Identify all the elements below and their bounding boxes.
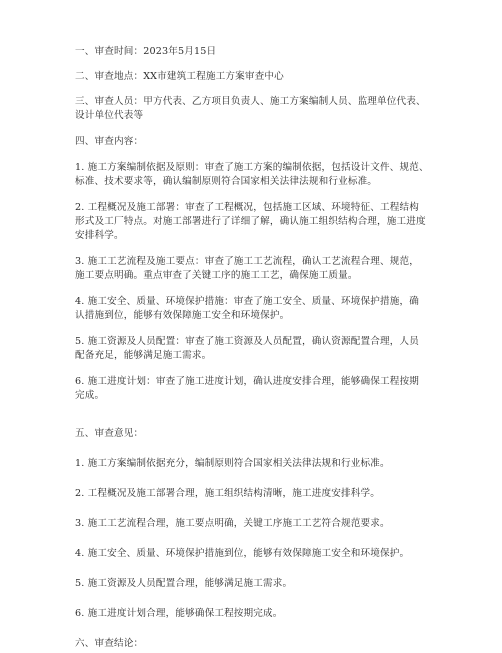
content-item-3-line: 施工要点明确。重点审查了关键工序的施工工艺，确保施工质量。	[75, 270, 358, 281]
content-item-2-line: 安排科学。	[75, 230, 124, 241]
section-heading-review-opinions: 五、审查意见：	[75, 428, 144, 439]
section-heading-review-content: 四、审查内容：	[75, 136, 144, 147]
opinion-item-5: 5. 施工资源及人员配置合理，能够满足施工需求。	[75, 578, 293, 589]
opinion-item-3: 3. 施工工艺流程合理，施工要点明确，关键工序施工工艺符合规范要求。	[75, 518, 390, 529]
content-item-5-line: 5. 施工资源及人员配置：审查了施工资源及人员配置，确认资源配置合理，人员	[75, 336, 419, 347]
text-line: 设计单位代表等	[75, 110, 144, 121]
opinion-item-2: 2. 工程概况及施工部署合理，施工组织结构清晰，施工进度安排科学。	[75, 488, 380, 499]
section-heading-review-location: 二、审查地点：XX市建筑工程施工方案审查中心	[75, 71, 284, 82]
content-item-3-line: 3. 施工工艺流程及施工要点：审查了施工工艺流程，确认工艺流程合理、规范，	[75, 256, 419, 267]
section-heading-review-time: 一、审查时间：2023年5月15日	[75, 46, 217, 57]
content-item-1-line: 标准、技术要求等，确认编制原则符合国家相关法律法规和行业标准。	[75, 176, 378, 187]
opinion-item-1: 1. 施工方案编制依据充分，编制原则符合国家相关法律法规和行业标准。	[75, 458, 390, 469]
content-item-1-line: 1. 施工方案编制依据及原则：审查了施工方案的编制依据，包括设计文件、规范、	[75, 162, 429, 173]
content-item-2-line: 形式及工厂特点。对施工部署进行了详细了解，确认施工组织结构合理，施工进度	[75, 216, 426, 227]
content-item-6-line: 完成。	[75, 390, 105, 401]
content-item-4-line: 4. 施工安全、质量、环境保护措施：审查了施工安全、质量、环境保护措施，确	[75, 296, 419, 307]
section-heading-reviewers: 三、审查人员：甲方代表、乙方项目负责人、施工方案编制人员、监理单位代表、	[75, 96, 426, 107]
opinion-item-6: 6. 施工进度计划合理，能够确保工程按期完成。	[75, 608, 283, 619]
content-item-6-line: 6. 施工进度计划：审查了施工进度计划，确认进度安排合理，能够确保工程按期	[75, 376, 419, 387]
content-item-4-line: 认措施到位，能够有效保障施工安全和环境保护。	[75, 310, 290, 321]
content-item-5-line: 配备充足，能够满足施工需求。	[75, 350, 212, 361]
opinion-item-4: 4. 施工安全、质量、环境保护措施到位，能够有效保障施工安全和环境保护。	[75, 548, 410, 559]
content-item-2-line: 2. 工程概况及施工部署：审查了工程概况，包括施工区域、环境特征、工程结构	[75, 202, 419, 213]
section-heading-review-conclusion: 六、审查结论：	[75, 638, 144, 649]
